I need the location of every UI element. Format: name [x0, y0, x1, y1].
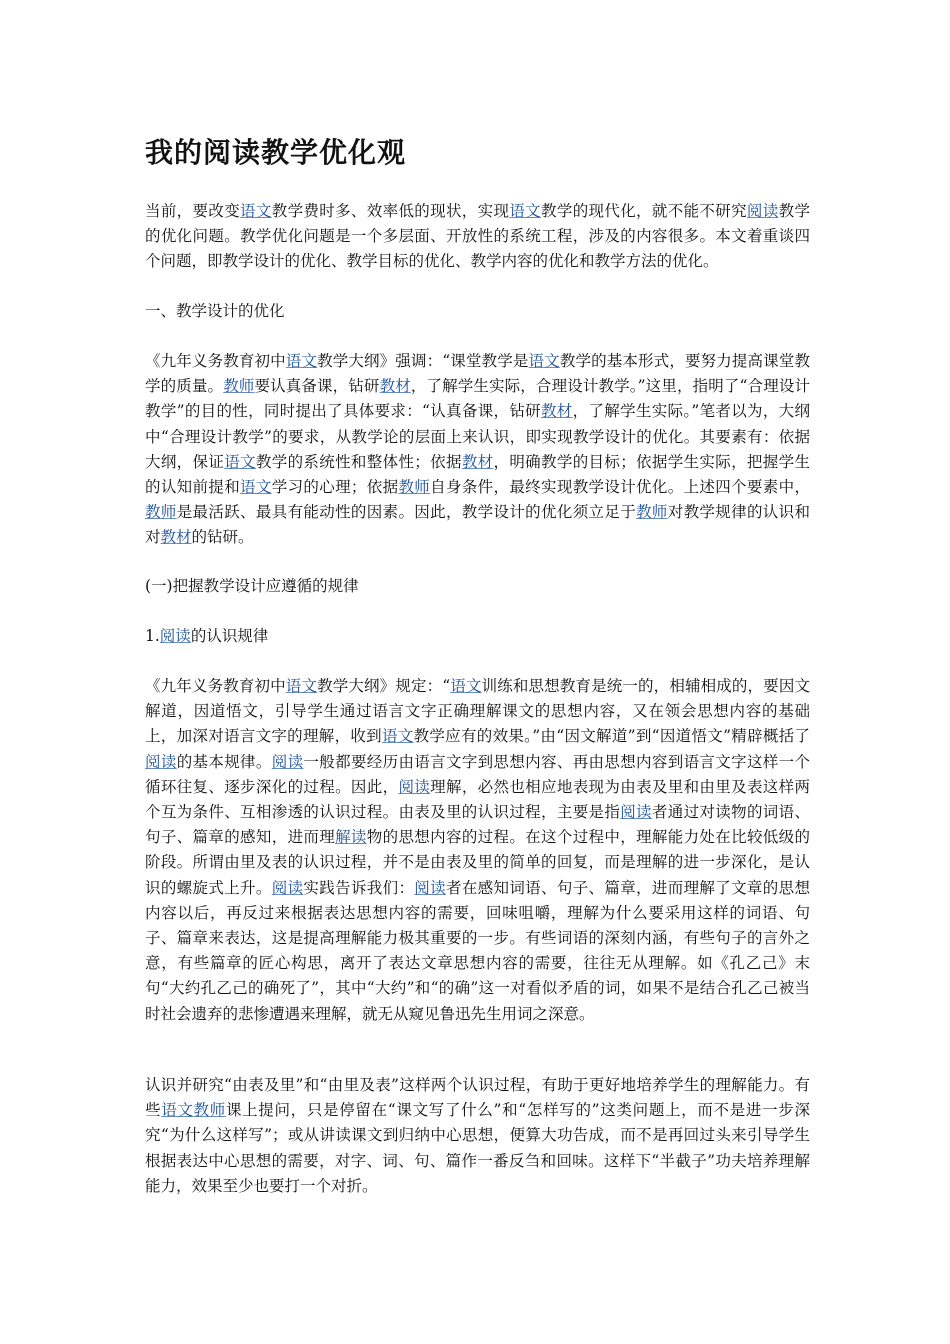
- keyword-link[interactable]: 语文: [450, 677, 482, 695]
- paragraph-text: 学习的心理；依据: [271, 478, 399, 497]
- paragraph-text: 教学费时多、效率低的现状，实现: [271, 202, 510, 220]
- keyword-link[interactable]: 语文教师: [161, 1101, 226, 1120]
- paragraph-text: 的认识规律: [190, 627, 269, 645]
- paragraph-text: 物的思想内容的过程。在这个过程中，理解能力处在比较低级的阶段。所谓由里及表的认识过程，并不是由表及里的简单的回复，而是理解的进一步深化，是认识的螺旋式上升。: [145, 828, 810, 897]
- paragraph-text: 一般都要经历由语言文字到思想内容、再由思想内容到语言文字这样一个循环往复、逐步深化的过程。因此，: [145, 752, 810, 796]
- keyword-link[interactable]: 解读: [335, 828, 367, 847]
- sub-subsection-heading-1: [145, 624, 810, 649]
- keyword-link[interactable]: 教材: [160, 528, 192, 547]
- keyword-link[interactable]: 语文: [240, 478, 272, 497]
- keyword-link[interactable]: 语文: [240, 202, 272, 220]
- paragraph-text: ，了解学生实际，合理设计教学。”这里，指明了“合理设计教学”的目的性，同时提出了具体要求：“认真备课，钻研: [145, 377, 810, 421]
- keyword-link[interactable]: 阅读: [271, 878, 304, 897]
- section-heading-1: [145, 299, 810, 324]
- paragraph-text: (一)把握教学设计应遵循的规律: [145, 577, 359, 595]
- paragraph-text: 教学的现代化，就不能不研究: [541, 202, 747, 220]
- paragraph-text: 《九年义务教育初中: [145, 677, 286, 695]
- paragraph-text: 一、教学设计的优化: [145, 302, 285, 320]
- paragraph-text: 要认真备课，钻研: [254, 377, 380, 396]
- paragraph-text: 课上提问，只是停留在“课文写了什么”和“怎样写的”这类问题上，而不是进一步深究“为什么这样写”；或从讲读课文到归纳中心思想，便算大功告成，而不是再回过头来引导学生根据表达中心思想的需要，对字、词、句、篇作一番反刍和回味。这样下“半截子”功夫培养理解能力，效果至少也要打一个对折。: [145, 1101, 810, 1195]
- keyword-link[interactable]: 语文: [285, 352, 318, 370]
- paragraph-text: 教学大纲》规定：“: [317, 677, 451, 695]
- paragraph-text: 1.: [145, 627, 160, 645]
- paragraph-understanding: [145, 1073, 810, 1199]
- paragraph-text: ，明确教学的目标；依据学生实际，把握学生的认知前提和: [145, 452, 810, 497]
- keyword-link[interactable]: 教材: [461, 452, 494, 471]
- paragraph-reading-law: [145, 674, 810, 1027]
- keyword-link[interactable]: 阅读: [145, 752, 177, 771]
- keyword-link[interactable]: 教师: [223, 377, 255, 396]
- paragraph-text: 训练和思想教育是统一的，相辅相成的，要因文解道，因道悟文，引导学生通过语言文字正确理解课文的思想内容，又在领会思想内容的基础上，加深对语言文字的理解，收到: [145, 677, 810, 746]
- paragraph-text: 教学应有的效果。”由“因文解道”到“因道悟文”精辟概括了: [413, 727, 810, 746]
- keyword-link[interactable]: 阅读: [159, 627, 191, 645]
- paragraph-text: 的基本规律。: [176, 752, 272, 771]
- subsection-heading-1: [145, 574, 810, 599]
- keyword-link[interactable]: 教材: [379, 377, 411, 396]
- keyword-link[interactable]: 阅读: [620, 803, 652, 822]
- paragraph-intro: [145, 199, 810, 275]
- keyword-link[interactable]: 语文: [381, 727, 414, 746]
- paragraph-text: 当前，要改变: [145, 202, 241, 220]
- paragraph-text: 教学大纲》强调：“课堂教学是: [317, 352, 529, 370]
- keyword-link[interactable]: 阅读: [746, 202, 779, 220]
- paragraph-text: 教学的优化问题。教学优化问题是一个多层面、开放性的系统工程，涉及的内容很多。本文着重谈四个问题，即教学设计的优化、教学目标的优化、教学内容的优化和教学方法的优化。: [145, 202, 810, 271]
- paragraph-text: 认识并研究“由表及里”和“由里及表”这样两个认识过程，有助于更好地培养学生的理解能力。有些: [145, 1076, 810, 1120]
- keyword-link[interactable]: 阅读: [414, 878, 446, 897]
- keyword-link[interactable]: 语文: [509, 202, 542, 220]
- keyword-link[interactable]: 阅读: [271, 752, 304, 771]
- keyword-link[interactable]: 语文: [528, 352, 560, 370]
- paragraph-text: 的钻研。: [191, 528, 254, 547]
- keyword-link[interactable]: 教师: [145, 503, 177, 522]
- paragraph-text: 《九年义务教育初中: [145, 352, 286, 370]
- paragraph-text: 者通过对读物的词语、句子、篇章的感知，进而理: [145, 803, 810, 847]
- paragraph-text: ，了解学生实际。”笔者以为，大纲中“合理设计教学”的要求，从教学论的层面上来认识，即实现教学设计的优化。其要素有：依据大纲，保证: [145, 402, 810, 471]
- paragraph-syllabus: [145, 349, 810, 551]
- paragraph-text: 教学的系统性和整体性；依据: [255, 452, 462, 471]
- keyword-link[interactable]: 教师: [636, 503, 668, 522]
- keyword-link[interactable]: 语文: [285, 677, 318, 695]
- keyword-link[interactable]: 教师: [398, 478, 431, 497]
- keyword-link[interactable]: 教材: [540, 402, 573, 421]
- paragraph-text: 实践告诉我们：: [303, 878, 415, 897]
- paragraph-text: 自身条件，最终实现教学设计优化。上述四个要素中，: [430, 478, 810, 497]
- paragraph-text: 者在感知词语、句子、篇章，进而理解了文章的思想内容以后，再反过来根据表达思想内容的需要，回味咀嚼，理解为什么要采用这样的词语、句子、篇章来表达，这是提高理解能力极其重要的一步。有些词语的深刻内涵，有些句子的言外之意，有些篇章的匠心构思，离开了表达文章思想内容的需要，往往无从理解。如《孔乙己》末句“大约孔乙己的确死了”，其中“大约”和“的确”这一对看似矛盾的词，如果不是结合孔乙己被当时社会遗弃的悲惨遭遇来理解，就无从窥见鲁迅先生用词之深意。: [145, 878, 810, 1023]
- paragraph-text: 是最活跃、最具有能动性的因素。因此，教学设计的优化须立足于: [176, 503, 637, 522]
- paragraph-text: 对教学规律的认识和对: [145, 503, 810, 547]
- paragraph-text: 理解，必然也相应地表现为由表及里和由里及表这样两个互为条件、互相渗透的认识过程。由表及里的认识过程，主要是指: [145, 777, 810, 822]
- paragraph-text: 教学的基本形式，要努力提高课堂教学的质量。: [145, 352, 810, 396]
- keyword-link[interactable]: 语文: [224, 452, 256, 471]
- page-title: 我的阅读教学优化观: [145, 136, 407, 169]
- keyword-link[interactable]: 阅读: [398, 777, 431, 796]
